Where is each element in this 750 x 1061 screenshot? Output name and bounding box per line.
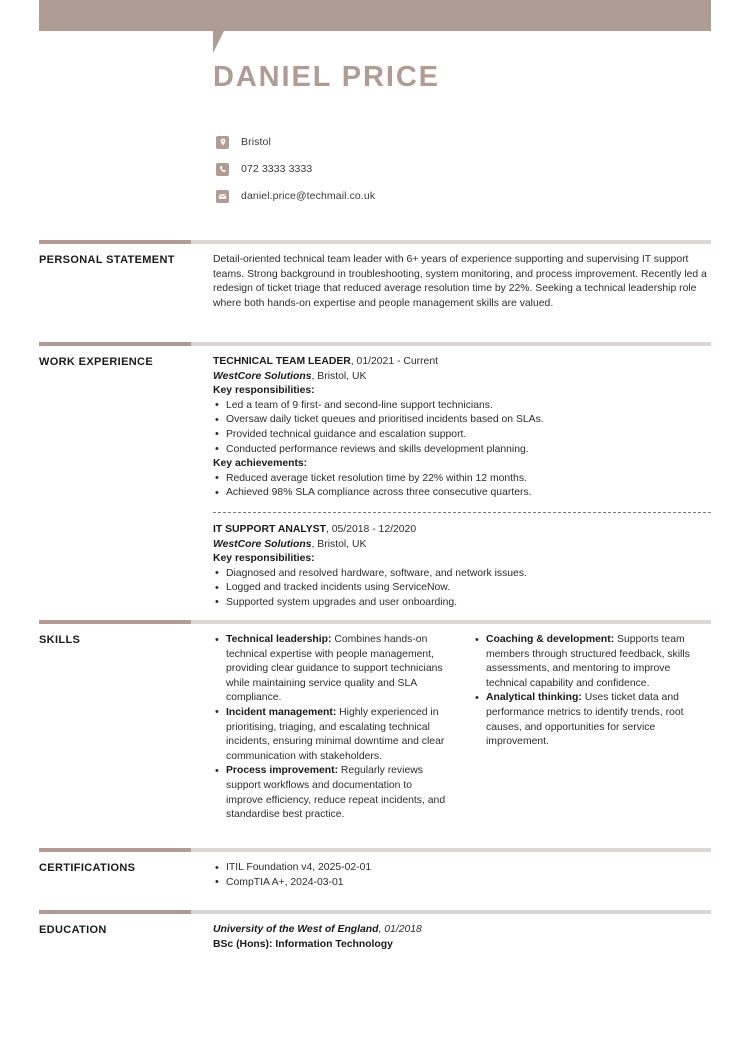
section-certifications (39, 848, 711, 890)
section-rule (39, 848, 711, 852)
job-company-line (213, 538, 711, 553)
job-group-heading: Key responsibilities: (213, 385, 315, 397)
section-label-work-experience: WORK EXPERIENCE (39, 356, 154, 368)
section-rule (39, 342, 711, 346)
contact-value-email: daniel.price@techmail.co.uk (241, 190, 376, 202)
job-dates: , 05/2018 - 12/2020 (325, 523, 417, 535)
contact-value-phone: 072 3333 3333 (241, 163, 313, 175)
list-item: • Logged and tracked incidents using ServiceNow. (213, 581, 711, 596)
job-company: WestCore Solutions (213, 370, 312, 382)
section-personal-statement (39, 240, 711, 311)
contact-row-location (216, 129, 375, 155)
skills-list (213, 633, 451, 823)
section-label-personal-statement: PERSONAL STATEMENT (39, 254, 175, 266)
section-label-education: EDUCATION (39, 924, 107, 936)
skill-description: Supports team members through structured feedback, skills assessments, and mentoring to improve technical capability and confidence. (486, 634, 690, 689)
job-company: WestCore Solutions (213, 538, 312, 550)
job-dates: , 01/2021 - Current (350, 356, 438, 367)
job-group-heading: Key responsibilities: (213, 553, 315, 565)
job-group-heading: Key achievements: (213, 458, 308, 470)
name-block (213, 63, 440, 92)
section-skills (39, 620, 711, 823)
job-location: , Bristol, UK (311, 538, 367, 550)
job-role: IT SUPPORT ANALYST (213, 523, 326, 535)
list-item: • Provided technical guidance and escalation support. (213, 428, 711, 443)
job-entry (213, 523, 711, 611)
list-item: • Oversaw daily ticket queues and prioritised incidents based on SLAs. (213, 413, 711, 428)
envelope-icon (216, 190, 229, 203)
section-label-certifications: CERTIFICATIONS (39, 862, 136, 874)
contact-row-email (216, 183, 375, 209)
list-item: • Diagnosed and resolved hardware, software, and network issues. (213, 567, 711, 582)
education-institution-line (213, 923, 711, 938)
location-pin-icon (216, 136, 229, 149)
skill-name: Process improvement: (226, 765, 339, 777)
list-item (473, 691, 711, 749)
section-rule (39, 910, 711, 914)
contact-list (216, 129, 375, 210)
list-item (213, 633, 451, 706)
list-item: • Led a team of 9 first- and second-line support technicians. (213, 399, 711, 414)
skill-description: Combines hands-on technical expertise with people management, providing clear guidance to support technicians while maintaining service quality and SLA compliance. (226, 634, 443, 704)
section-work-experience (39, 342, 711, 611)
list-item: • Reduced average ticket resolution time by 22% within 12 months. (213, 472, 711, 487)
personal-statement-text: Detail-oriented technical team leader with 6+ years of experience supporting and supervising IT support teams. Strong background in troubleshooting, system monitoring, and process improvement. Recently led a redesign of ticket triage that reduced average resolution time by 22%. Seeking a technical leadership role where both hands-on expertise and people management skills are valued. (213, 254, 707, 309)
job-entry (213, 355, 711, 501)
list-item: • Conducted performance reviews and skills development planning. (213, 443, 711, 458)
skills-column-left (213, 633, 451, 823)
job-title-line (213, 523, 711, 538)
skill-description: Regularly reviews support workflows and documentation to improve efficiency, reduce repeat incidents, and standardise best practice. (226, 765, 446, 821)
job-title-line (213, 355, 711, 370)
skills-list (473, 633, 711, 750)
job-separator (213, 512, 711, 513)
certifications-list (213, 861, 711, 890)
list-item (473, 633, 711, 691)
section-label-skills: SKILLS (39, 634, 81, 646)
job-bullet-list (213, 399, 711, 457)
education-date: , 01/2018 (378, 924, 422, 935)
contact-value-location: Bristol (241, 136, 271, 148)
header-accent-band (39, 0, 711, 31)
skill-name: Incident management: (226, 706, 337, 718)
list-item (213, 706, 451, 764)
job-bullet-list (213, 472, 711, 501)
job-role: TECHNICAL TEAM LEADER (213, 356, 351, 367)
education-institution: University of the West of England (213, 924, 379, 935)
list-item: • CompTIA A+, 2024-03-01 (213, 876, 711, 891)
skill-name: Analytical thinking: (486, 692, 582, 704)
page-title: DANIEL PRICE (213, 61, 440, 93)
list-item (213, 764, 451, 822)
list-item: • Achieved 98% SLA compliance across three consecutive quarters. (213, 486, 711, 501)
skill-description: Highly experienced in prioritising, triaging, and escalating technical incidents, ensuring minimal downtime and clear communication with stakeholders. (226, 706, 445, 762)
section-rule (39, 620, 711, 624)
skill-description: Uses ticket data and performance metrics to identify trends, root causes, and opportunities for service improvement. (486, 692, 684, 748)
job-company-line (213, 370, 711, 385)
header-band-tail (213, 31, 238, 53)
contact-row-phone (216, 156, 375, 182)
skill-name: Technical leadership: (226, 634, 332, 645)
section-rule (39, 240, 711, 244)
job-location: , Bristol, UK (311, 370, 367, 382)
list-item: • ITIL Foundation v4, 2025-02-01 (213, 861, 711, 876)
skills-column-right (473, 633, 711, 823)
phone-icon (216, 163, 229, 176)
section-education (39, 910, 711, 952)
education-degree: BSc (Hons): Information Technology (213, 938, 393, 950)
job-bullet-list (213, 567, 711, 611)
list-item: • Supported system upgrades and user onboarding. (213, 596, 711, 611)
skill-name: Coaching & development: (486, 634, 615, 645)
